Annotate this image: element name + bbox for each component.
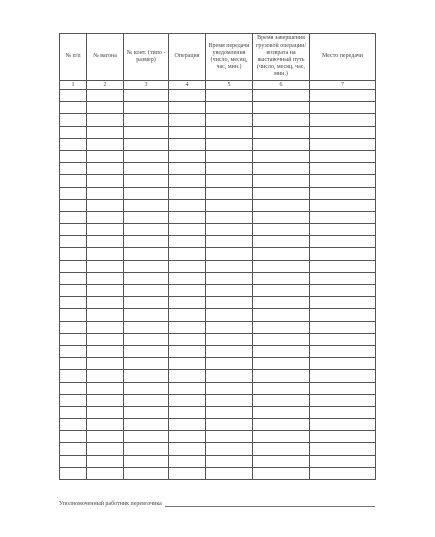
table-row — [60, 114, 376, 126]
table-cell[interactable] — [310, 345, 376, 357]
table-cell[interactable] — [169, 90, 206, 102]
table-row — [60, 126, 376, 138]
table-row — [60, 211, 376, 223]
table-cell[interactable] — [169, 333, 206, 345]
table-cell[interactable] — [206, 333, 253, 345]
table-cell[interactable] — [253, 272, 310, 284]
table-cell[interactable] — [253, 309, 310, 321]
header-row — [60, 34, 376, 81]
table-cell[interactable] — [60, 236, 87, 248]
table-cell[interactable] — [60, 321, 87, 333]
table-cell[interactable] — [253, 345, 310, 357]
table-cell[interactable] — [310, 333, 376, 345]
table-cell[interactable] — [253, 90, 310, 102]
table-row — [60, 467, 376, 479]
table-row — [60, 406, 376, 418]
table-cell[interactable] — [87, 114, 124, 126]
table-cell[interactable] — [206, 272, 253, 284]
table-cell[interactable] — [60, 285, 87, 297]
table-cell[interactable] — [169, 443, 206, 455]
table-cell[interactable] — [87, 187, 124, 199]
table-cell[interactable] — [253, 297, 310, 309]
table-row — [60, 333, 376, 345]
table-cell[interactable] — [169, 431, 206, 443]
table-row — [60, 236, 376, 248]
table-cell[interactable] — [206, 406, 253, 418]
table-cell[interactable] — [253, 358, 310, 370]
table-cell[interactable] — [169, 455, 206, 467]
column-number: 6 — [253, 81, 310, 90]
header-transfer-place: Место передачи — [310, 34, 376, 81]
column-number: 1 — [60, 81, 87, 90]
table-cell[interactable] — [206, 394, 253, 406]
table-cell[interactable] — [253, 370, 310, 382]
table-cell[interactable] — [87, 260, 124, 272]
table-cell[interactable] — [60, 297, 87, 309]
table-cell[interactable] — [87, 199, 124, 211]
table-row — [60, 297, 376, 309]
table-row — [60, 102, 376, 114]
table-row — [60, 285, 376, 297]
table-cell[interactable] — [169, 236, 206, 248]
table-cell[interactable] — [124, 102, 169, 114]
table-cell[interactable] — [253, 114, 310, 126]
table-cell[interactable] — [124, 260, 169, 272]
header-operation: Операция — [169, 34, 206, 81]
table-cell[interactable] — [310, 150, 376, 162]
table-cell[interactable] — [310, 236, 376, 248]
table-cell[interactable] — [60, 90, 87, 102]
table-cell[interactable] — [253, 236, 310, 248]
table-row — [60, 90, 376, 102]
table-cell[interactable] — [206, 321, 253, 333]
table-cell[interactable] — [60, 260, 87, 272]
table-cell[interactable] — [310, 175, 376, 187]
table-cell[interactable] — [206, 114, 253, 126]
table-cell[interactable] — [124, 90, 169, 102]
table-cell[interactable] — [253, 382, 310, 394]
table-cell[interactable] — [169, 272, 206, 284]
table-cell[interactable] — [124, 163, 169, 175]
table-cell[interactable] — [310, 455, 376, 467]
table-cell[interactable] — [60, 150, 87, 162]
table-cell[interactable] — [124, 370, 169, 382]
table-cell[interactable] — [253, 248, 310, 260]
table-cell[interactable] — [310, 467, 376, 479]
column-number: 4 — [169, 81, 206, 90]
table-cell[interactable] — [206, 248, 253, 260]
table-cell[interactable] — [124, 175, 169, 187]
table-cell[interactable] — [253, 102, 310, 114]
table-cell[interactable] — [60, 126, 87, 138]
table-cell[interactable] — [206, 419, 253, 431]
table-cell[interactable] — [310, 358, 376, 370]
table-row — [60, 309, 376, 321]
table-cell[interactable] — [60, 138, 87, 150]
table-cell[interactable] — [310, 419, 376, 431]
table-row — [60, 419, 376, 431]
table-cell[interactable] — [124, 297, 169, 309]
table-cell[interactable] — [124, 455, 169, 467]
table-cell[interactable] — [169, 394, 206, 406]
table-cell[interactable] — [310, 382, 376, 394]
table-cell[interactable] — [253, 321, 310, 333]
table-cell[interactable] — [87, 102, 124, 114]
table-cell[interactable] — [169, 467, 206, 479]
header-notification-time: Время передачи уведомления (число, месяц, час, мин.) — [206, 34, 253, 81]
table-row — [60, 224, 376, 236]
table-cell[interactable] — [60, 419, 87, 431]
table-cell[interactable] — [169, 150, 206, 162]
table-cell[interactable] — [253, 187, 310, 199]
column-number: 7 — [310, 81, 376, 90]
table-cell[interactable] — [253, 211, 310, 223]
table-cell[interactable] — [206, 297, 253, 309]
table-cell[interactable] — [310, 114, 376, 126]
table-cell[interactable] — [206, 224, 253, 236]
table-cell[interactable] — [124, 419, 169, 431]
table-row — [60, 358, 376, 370]
signature-line[interactable] — [165, 500, 375, 507]
table-cell[interactable] — [60, 333, 87, 345]
table-cell[interactable] — [87, 467, 124, 479]
table-cell[interactable] — [169, 126, 206, 138]
table-cell[interactable] — [87, 150, 124, 162]
table-cell[interactable] — [124, 321, 169, 333]
table-cell[interactable] — [206, 370, 253, 382]
table-cell[interactable] — [87, 285, 124, 297]
table-cell[interactable] — [310, 187, 376, 199]
signature-label: Уполномоченный работник перевозчика — [59, 501, 162, 507]
table-cell[interactable] — [310, 199, 376, 211]
table-cell[interactable] — [310, 272, 376, 284]
register-form — [59, 33, 375, 480]
table-cell[interactable] — [60, 114, 87, 126]
table-row — [60, 443, 376, 455]
table-cell[interactable] — [124, 224, 169, 236]
table-cell[interactable] — [124, 236, 169, 248]
table-cell[interactable] — [310, 211, 376, 223]
table-cell[interactable] — [124, 309, 169, 321]
table-body — [60, 90, 376, 480]
table-cell[interactable] — [310, 163, 376, 175]
table-cell[interactable] — [206, 309, 253, 321]
table-cell[interactable] — [206, 236, 253, 248]
table-cell[interactable] — [60, 199, 87, 211]
column-number: 2 — [87, 81, 124, 90]
table-cell[interactable] — [310, 321, 376, 333]
table-cell[interactable] — [87, 90, 124, 102]
table-cell[interactable] — [87, 406, 124, 418]
table-cell[interactable] — [310, 406, 376, 418]
table-cell[interactable] — [253, 224, 310, 236]
table-cell[interactable] — [87, 236, 124, 248]
table-cell[interactable] — [87, 211, 124, 223]
table-cell[interactable] — [206, 443, 253, 455]
table-cell[interactable] — [253, 199, 310, 211]
table-row — [60, 345, 376, 357]
table-cell[interactable] — [206, 126, 253, 138]
header-row-number: № п/п — [60, 34, 87, 81]
table-cell[interactable] — [310, 260, 376, 272]
table-cell[interactable] — [253, 419, 310, 431]
table-cell[interactable] — [206, 187, 253, 199]
table-cell[interactable] — [253, 443, 310, 455]
table-cell[interactable] — [310, 90, 376, 102]
table-cell[interactable] — [87, 455, 124, 467]
table-cell[interactable] — [206, 260, 253, 272]
table-cell[interactable] — [169, 345, 206, 357]
table-cell[interactable] — [87, 297, 124, 309]
table-cell[interactable] — [169, 248, 206, 260]
header-container-number: № конт. (типо - размер) — [124, 34, 169, 81]
table-cell[interactable] — [124, 406, 169, 418]
table-cell[interactable] — [124, 285, 169, 297]
table-cell[interactable] — [169, 382, 206, 394]
table-cell[interactable] — [87, 345, 124, 357]
table-cell[interactable] — [124, 431, 169, 443]
table-cell[interactable] — [253, 431, 310, 443]
table-row — [60, 175, 376, 187]
table-cell[interactable] — [253, 333, 310, 345]
table-cell[interactable] — [60, 248, 87, 260]
table-cell[interactable] — [60, 394, 87, 406]
table-cell[interactable] — [124, 345, 169, 357]
table-cell[interactable] — [206, 199, 253, 211]
table-cell[interactable] — [60, 467, 87, 479]
table-cell[interactable] — [169, 406, 206, 418]
table-cell[interactable] — [124, 126, 169, 138]
table-cell[interactable] — [60, 163, 87, 175]
column-number: 3 — [124, 81, 169, 90]
table-cell[interactable] — [60, 211, 87, 223]
table-cell[interactable] — [124, 272, 169, 284]
table-cell[interactable] — [206, 211, 253, 223]
table-cell[interactable] — [60, 102, 87, 114]
table-cell[interactable] — [169, 370, 206, 382]
table-cell[interactable] — [169, 321, 206, 333]
table-row — [60, 163, 376, 175]
table-cell[interactable] — [253, 467, 310, 479]
table-cell[interactable] — [60, 455, 87, 467]
table-cell[interactable] — [169, 297, 206, 309]
table-row — [60, 248, 376, 260]
table-row — [60, 187, 376, 199]
table-cell[interactable] — [60, 370, 87, 382]
table-cell[interactable] — [169, 260, 206, 272]
register-table — [59, 33, 376, 480]
table-row — [60, 382, 376, 394]
table-cell[interactable] — [206, 345, 253, 357]
table-cell[interactable] — [87, 321, 124, 333]
table-cell[interactable] — [87, 370, 124, 382]
table-cell[interactable] — [310, 297, 376, 309]
table-cell[interactable] — [124, 358, 169, 370]
table-cell[interactable] — [124, 248, 169, 260]
table-cell[interactable] — [310, 285, 376, 297]
table-cell[interactable] — [124, 114, 169, 126]
table-cell[interactable] — [206, 150, 253, 162]
table-cell[interactable] — [60, 272, 87, 284]
table-cell[interactable] — [253, 285, 310, 297]
table-cell[interactable] — [310, 443, 376, 455]
table-cell[interactable] — [124, 394, 169, 406]
table-cell[interactable] — [310, 102, 376, 114]
table-cell[interactable] — [169, 199, 206, 211]
table-row — [60, 321, 376, 333]
table-cell[interactable] — [87, 419, 124, 431]
table-row — [60, 455, 376, 467]
table-cell[interactable] — [206, 138, 253, 150]
table-cell[interactable] — [169, 163, 206, 175]
table-cell[interactable] — [60, 406, 87, 418]
header-wagon-number: № вагона — [87, 34, 124, 81]
table-cell[interactable] — [169, 138, 206, 150]
table-cell[interactable] — [169, 175, 206, 187]
table-cell[interactable] — [124, 187, 169, 199]
table-cell[interactable] — [87, 431, 124, 443]
table-cell[interactable] — [124, 138, 169, 150]
table-cell[interactable] — [206, 467, 253, 479]
table-cell[interactable] — [60, 309, 87, 321]
table-row — [60, 370, 376, 382]
table-cell[interactable] — [87, 443, 124, 455]
table-cell[interactable] — [169, 309, 206, 321]
table-cell[interactable] — [87, 382, 124, 394]
table-cell[interactable] — [87, 138, 124, 150]
table-cell[interactable] — [206, 382, 253, 394]
table-row — [60, 199, 376, 211]
table-cell[interactable] — [206, 163, 253, 175]
table-cell[interactable] — [169, 358, 206, 370]
table-cell[interactable] — [253, 175, 310, 187]
table-cell[interactable] — [87, 358, 124, 370]
table-cell[interactable] — [169, 187, 206, 199]
table-cell[interactable] — [310, 224, 376, 236]
table-cell[interactable] — [253, 150, 310, 162]
table-cell[interactable] — [60, 443, 87, 455]
table-cell[interactable] — [87, 224, 124, 236]
table-cell[interactable] — [310, 394, 376, 406]
table-row — [60, 272, 376, 284]
table-cell[interactable] — [60, 345, 87, 357]
table-cell[interactable] — [60, 187, 87, 199]
table-cell[interactable] — [124, 443, 169, 455]
table-cell[interactable] — [253, 260, 310, 272]
table-cell[interactable] — [60, 224, 87, 236]
table-cell[interactable] — [169, 102, 206, 114]
signature-block — [59, 500, 375, 507]
table-cell[interactable] — [60, 175, 87, 187]
table-cell[interactable] — [253, 394, 310, 406]
header-completion-time: Время завершения грузовой операции/ возврата на выставочный путь (число, месяц, час, мин.) — [253, 34, 310, 81]
table-cell[interactable] — [87, 333, 124, 345]
table-cell[interactable] — [169, 114, 206, 126]
column-number: 5 — [206, 81, 253, 90]
table-cell[interactable] — [87, 248, 124, 260]
table-cell[interactable] — [310, 431, 376, 443]
table-cell[interactable] — [206, 102, 253, 114]
table-row — [60, 394, 376, 406]
table-cell[interactable] — [206, 90, 253, 102]
table-cell[interactable] — [310, 309, 376, 321]
table-row — [60, 138, 376, 150]
table-cell[interactable] — [87, 309, 124, 321]
table-cell[interactable] — [253, 406, 310, 418]
table-cell[interactable] — [87, 394, 124, 406]
table-cell[interactable] — [310, 370, 376, 382]
table-row — [60, 260, 376, 272]
table-cell[interactable] — [206, 455, 253, 467]
table-cell[interactable] — [253, 455, 310, 467]
table-cell[interactable] — [253, 138, 310, 150]
table-cell[interactable] — [310, 138, 376, 150]
table-cell[interactable] — [310, 126, 376, 138]
table-cell[interactable] — [253, 163, 310, 175]
table-cell[interactable] — [206, 431, 253, 443]
table-cell[interactable] — [124, 150, 169, 162]
table-cell[interactable] — [169, 285, 206, 297]
column-number-row — [60, 81, 376, 90]
table-cell[interactable] — [206, 358, 253, 370]
table-cell[interactable] — [310, 248, 376, 260]
table-cell[interactable] — [124, 467, 169, 479]
table-cell[interactable] — [206, 175, 253, 187]
table-cell[interactable] — [169, 224, 206, 236]
table-cell[interactable] — [87, 175, 124, 187]
table-cell[interactable] — [169, 211, 206, 223]
table-cell[interactable] — [253, 126, 310, 138]
table-cell[interactable] — [60, 382, 87, 394]
table-cell[interactable] — [206, 285, 253, 297]
table-cell[interactable] — [87, 272, 124, 284]
table-cell[interactable] — [60, 358, 87, 370]
table-row — [60, 431, 376, 443]
table-cell[interactable] — [60, 431, 87, 443]
table-cell[interactable] — [124, 333, 169, 345]
table-row — [60, 150, 376, 162]
table-cell[interactable] — [124, 199, 169, 211]
table-cell[interactable] — [124, 211, 169, 223]
table-cell[interactable] — [124, 382, 169, 394]
table-cell[interactable] — [87, 126, 124, 138]
table-cell[interactable] — [169, 419, 206, 431]
table-cell[interactable] — [87, 163, 124, 175]
